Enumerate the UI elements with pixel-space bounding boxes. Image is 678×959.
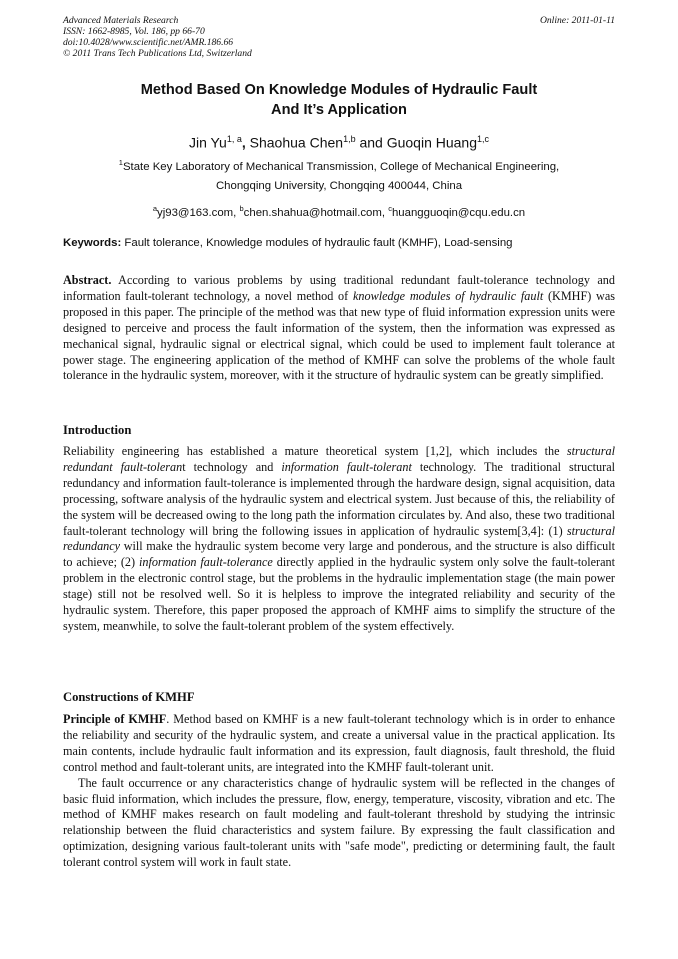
keywords — [63, 236, 615, 251]
email-a: yj93@163.com, — [157, 206, 240, 219]
introduction-body: Reliability engineering has established a mature theoretical system [1,2], which includes the structural redundant fault-tolerant technology and information fault-tolerant technology. The traditional structural redundancy and information fault-tolerance is implemented through the hardware design, signal acquisition, data processing, software analysis of the hydraulic system and electrical system. Just because of this, the reliability of the system will be decreased owing to the long path the information circulates by. And also, these two traditional fault-tolerant technology will bring the following issues in application of hydraulic system[3,4]: (1) structural redundancy will make the hydraulic system become very large and ponderous, and the structure is also difficult to achieve; (2) information fault-tolerance directly applied in the hydraulic system only solve the fault-tolerant problem in the electronic control stage, but the problems in the hydraulic implementation stage (the main power stage) still not be resolved well. So it is helpless to improve the integrated reliability and security of the hydraulic system. Therefore, this paper proposed the approach of KMHF aims to simplify the structure of the system, meanwhile, to solve the fault-tolerant problem of the system effectively. — [63, 444, 615, 633]
email-b: chen.shahua@hotmail.com, — [243, 206, 389, 219]
title-line-2: And It’s Application — [271, 102, 407, 118]
journal-name: Advanced Materials Research — [63, 15, 179, 26]
paragraph-principle: Principle of KMHF. Method based on KMHF is a new fault-tolerant technology which is in order to enhance the reliability and security of the hydraulic system, and create a universal value in the practical application. Its main contents, include hydraulic fault information and its expression, fault diagnosis, fault threshold, the fluid control method and fault-tolerant units, are integrated into the KMHF fault-tolerant unit. — [63, 712, 615, 774]
title-line-1: Method Based On Knowledge Modules of Hydraulic Fault — [140, 82, 538, 98]
affiliation-superscript: 1 — [118, 158, 123, 167]
online-date: Online: 2011-01-11 — [539, 15, 615, 26]
doi-line: doi:10.4028/www.scientific.net/AMR.186.66 — [63, 37, 234, 48]
section-heading-introduction: Introduction — [63, 423, 132, 437]
author-name: Guoqin Huang — [386, 134, 478, 151]
paragraph-fault-occurrence: The fault occurrence or any characteristics change of hydraulic system will be reflected in the changes of basic fluid information, which includes the pressure, flow, energy, temperature, viscosity, vibration and etc. The method of KMHF makes research on fault modeling and fault-tolerant threshold by studying the intrinsic relationship between the fluid characteristics and system failure. By expressing the fault classification and optimization, designing various fault-tolerant units with "safe mode", predicting or determining fault, the fault tolerant control system will work in fault state. — [63, 775, 615, 870]
author-list — [63, 130, 615, 152]
email-line: $^a$yj93@163.com, $^b$chen.shahua@hotmail.com, $^c$huangguoqin@cqu.edu.cn — [152, 204, 526, 219]
author-superscript: 1,b — [343, 134, 356, 144]
keywords-label: Keywords: — [63, 237, 122, 249]
principle-label: Principle of KMHF — [63, 712, 167, 726]
journal-header — [63, 15, 615, 59]
author-superscript: 1,c — [477, 134, 490, 144]
email-c: huangguoqin@cqu.edu.cn — [391, 206, 526, 219]
section-heading-constructions: Constructions of KMHF — [63, 690, 195, 704]
author-superscript: 1, a — [226, 134, 242, 144]
author-name: Jin Yu — [188, 134, 227, 151]
issn-line: ISSN: 1662-8985, Vol. 186, pp 66-70 — [63, 26, 205, 37]
author-separator: , — [241, 134, 246, 151]
abstract: Abstract. According to various problems by using traditional redundant fault-tolerance technology and information fault-tolerant technology, a novel method of knowledge modules of hydraulic fault (KMHF) was proposed in this paper. The principle of the method was that new type of fluid information expression units were designed to perceive and process the fault information of the system, then the information was expressed as mechanical signal, hydraulic signal or electrical signal, which could be used to implement fault tolerance at power stage. The engineering application of the method of KMHF can solve the problems of the whole fault tolerance in the hydraulic system, moreover, with it the structure of hydraulic system can be greatly simplified. — [63, 273, 615, 383]
affiliation-line-1: $^1$State Key Laboratory of Mechanical Transmission, College of Mechanical Engineering, — [118, 158, 560, 173]
author-conjunction: and — [355, 134, 387, 151]
affiliation-line-2: Chongqing University, Chongqing 400044, China — [215, 180, 463, 192]
author-name: Shaohua Chen — [245, 134, 344, 151]
constructions-body — [63, 712, 615, 871]
copyright-line: © 2011 Trans Tech Publications Ltd, Switzerland — [63, 48, 252, 59]
keywords-text: Fault tolerance, Knowledge modules of hydraulic fault (KMHF), Load-sensing — [121, 237, 513, 249]
paper-title — [63, 80, 615, 120]
abstract-label: Abstract. — [63, 273, 112, 287]
